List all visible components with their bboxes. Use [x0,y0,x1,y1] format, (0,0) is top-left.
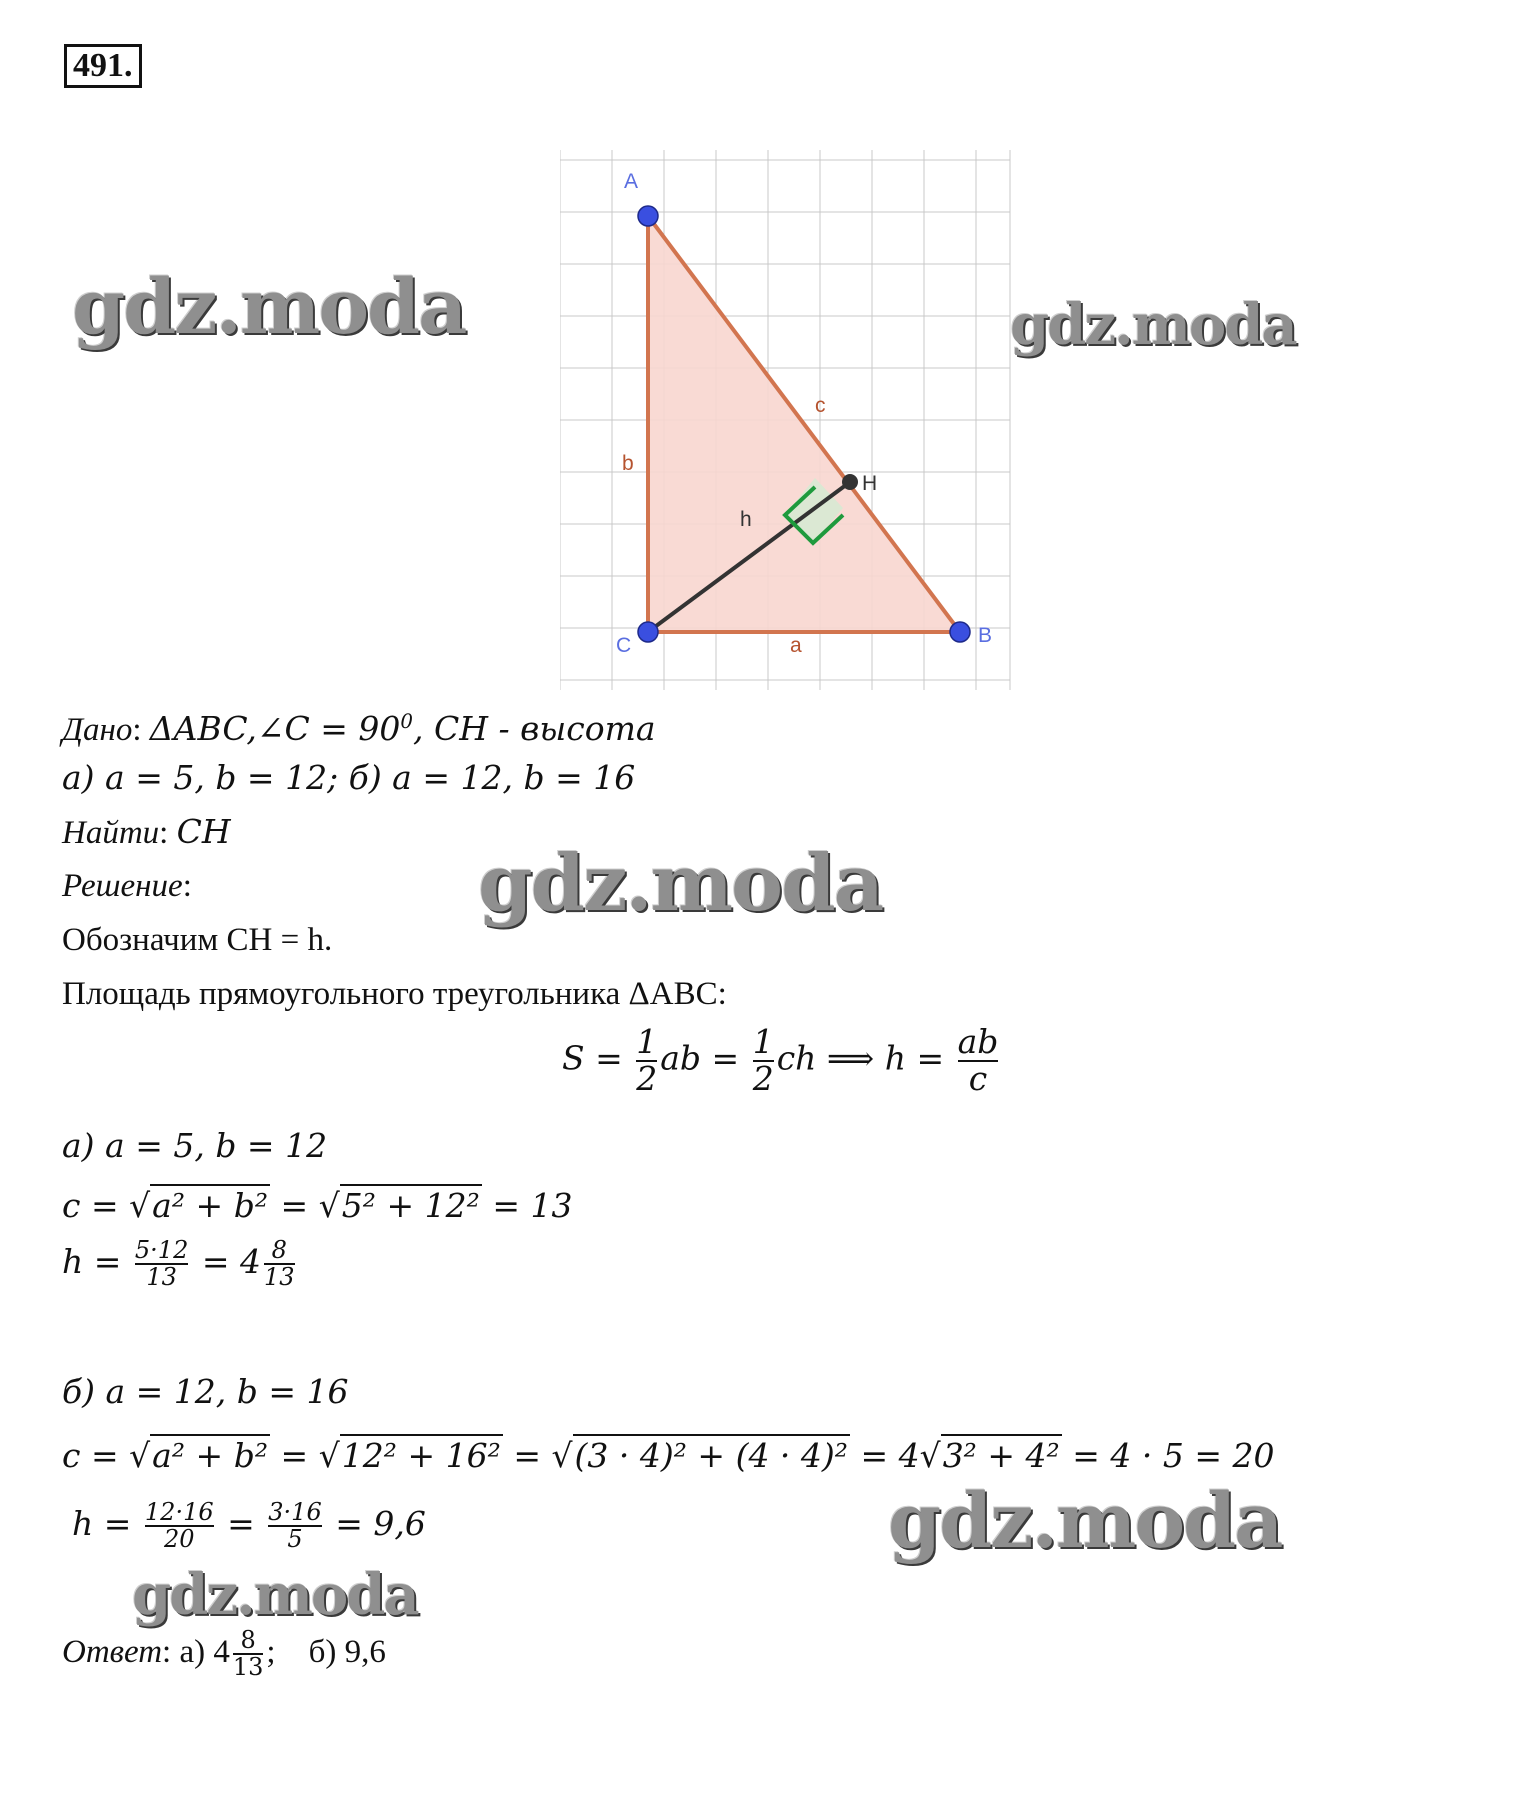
watermark-1: gdz.moda [72,262,466,351]
area-formula: S = $\frac{1}{2}$ ab = $\frac{1}{2}$ ch ⟹ h = $\frac{ab}{c}$ [562,1022,999,1098]
given-degree: 0 [400,710,414,733]
designate-line: Обозначим CH = h. [62,922,333,958]
label-c-vertex: C [616,634,632,657]
frac-a-h: $\frac{5\cdot 12}{13}$ [134,1236,189,1292]
watermark-4: gdz.moda [888,1476,1282,1565]
cases-line: а) a = 5, b = 12; б) a = 12, b = 16 [62,758,636,797]
problem-number: 491. [64,44,142,88]
part-b-h-line: h = $\frac{12\cdot 16}{20}$ = $\frac{3\cdot 16}{5}$ = 9,6 [72,1498,426,1554]
label-height-h: h [740,508,752,531]
label-side-c: c [815,394,826,417]
label-b-vertex: B [978,624,993,647]
triangle-figure [560,150,1020,700]
part-a-c-line: c = √a² + b² = √5² + 12² = 13 [62,1186,573,1225]
part-b-head: б) a = 12, b = 16 [62,1372,349,1411]
part-a-head: а) a = 5, b = 12 [62,1126,328,1165]
solution-line: Решение: [62,868,192,904]
frac-b-h2: $\frac{3\cdot 16}{5}$ [268,1498,322,1554]
watermark-2: gdz.moda [1010,292,1296,358]
answer-line: Ответ: а) 4 $\frac{8}{13}$ ; б) 9,6 [62,1626,386,1682]
area-line: Площадь прямоугольного треугольника ΔABC: [62,976,727,1012]
watermark-5: gdz.moda [132,1562,418,1628]
vertex-b [950,622,970,642]
frac-answer: $\frac{8}{13}$ [232,1626,264,1682]
label-h-point: H [862,472,878,495]
watermark-3: gdz.moda [478,838,883,929]
vertex-c [638,622,658,642]
frac-half-1: $\frac{1}{2}$ [636,1022,658,1098]
vertex-a [638,206,658,226]
frac-ab-c: $\frac{ab}{c}$ [957,1022,999,1098]
given-rest: , CH - высота [413,709,656,748]
find-text: CH [176,812,231,851]
label-side-b: b [622,452,634,475]
frac-b-h1: $\frac{12\cdot 16}{20}$ [144,1498,214,1554]
given-text: ΔABC,∠C = 90 [149,709,401,748]
find-line: Найти: CH [62,812,231,851]
part-a-h-line: h = $\frac{5\cdot 12}{13}$ = 4 $\frac{8}{13}$ [62,1236,295,1292]
given-line: Дано: ΔABC,∠C = $90^0$, CH - высота [62,709,656,748]
label-side-a: a [790,634,802,657]
find-label: Найти [62,815,160,851]
answer-label: Ответ [62,1633,163,1670]
frac-a-mixed: $\frac{8}{13}$ [263,1236,295,1292]
frac-half-2: $\frac{1}{2}$ [752,1022,774,1098]
point-h [842,474,858,490]
label-a-vertex: A [624,170,639,193]
given-label: Дано [62,712,133,748]
part-b-c-line: c = √a² + b² = √12² + 16² = √(3 · 4)² + (4 · 4)² = 4√3² + 4² = 4 · 5 = 20 [62,1436,1275,1475]
solution-label: Решение [62,868,183,904]
